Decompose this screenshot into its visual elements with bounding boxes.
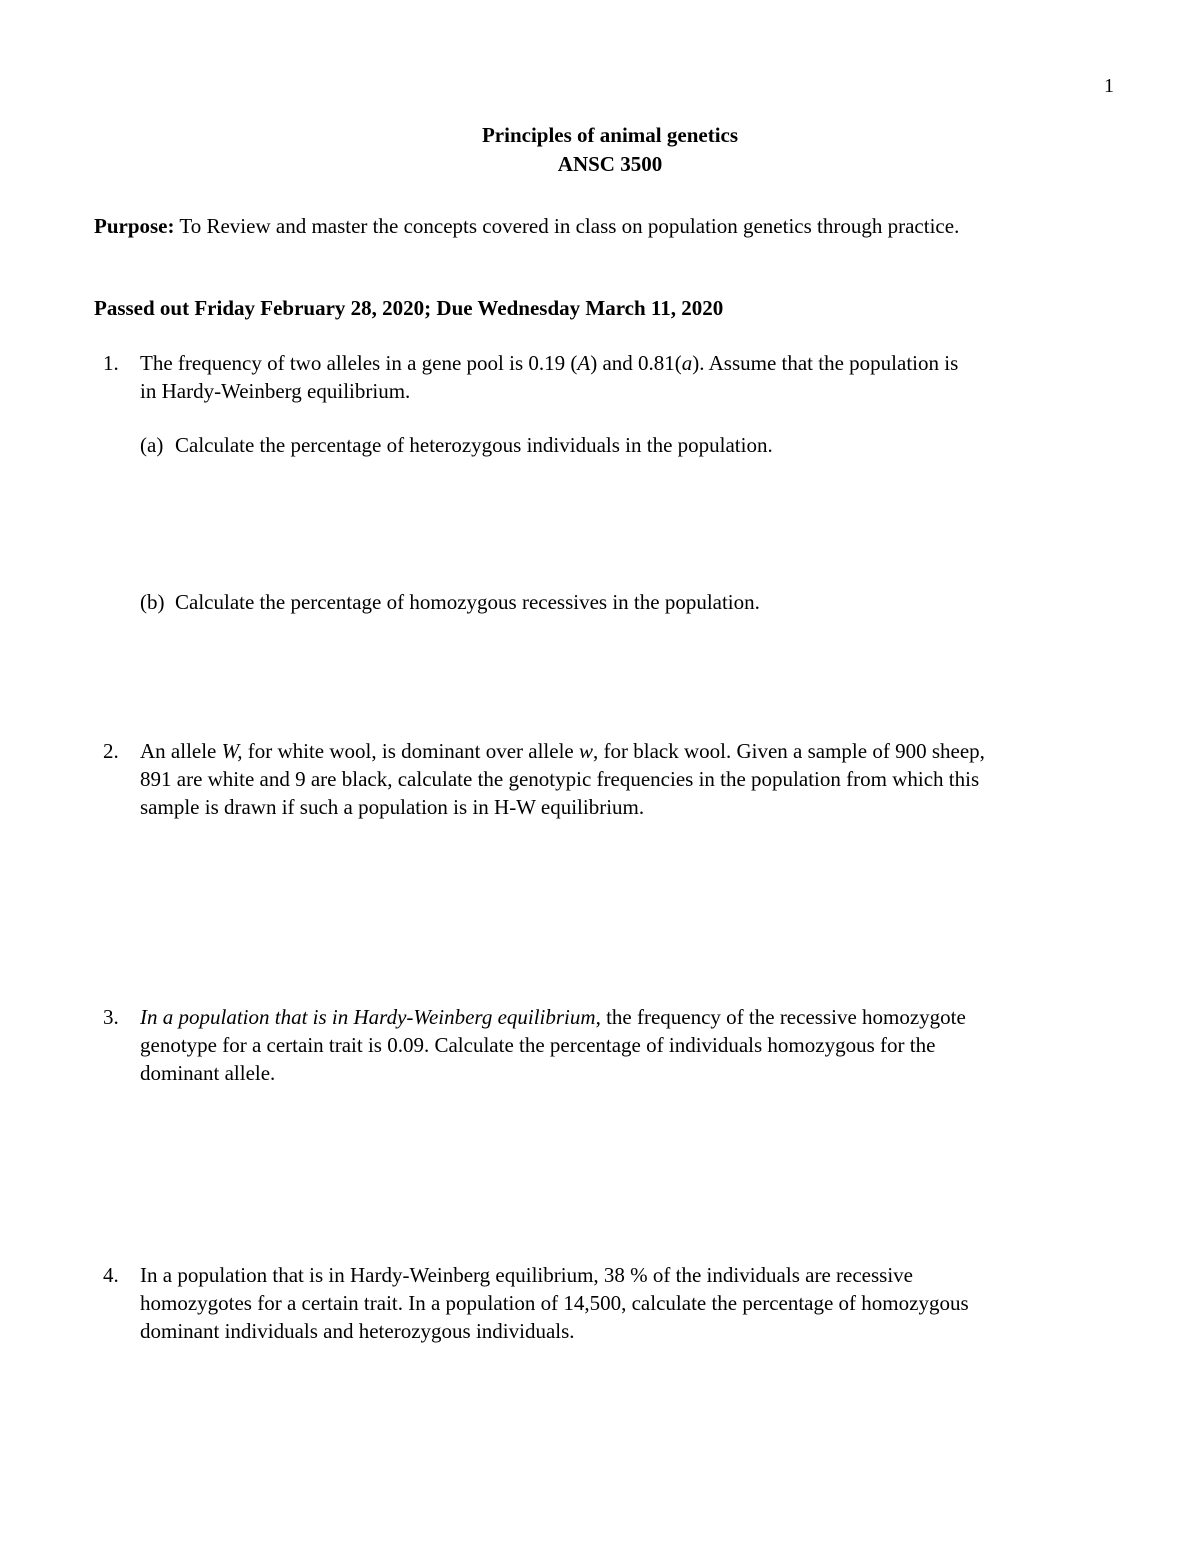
question-line: In a population that is in Hardy-Weinberg equilibrium, 38 % of the individuals are recessive xyxy=(140,1263,913,1287)
question-number: 4. xyxy=(103,1263,119,1287)
question-text xyxy=(140,1003,1100,1087)
question-line xyxy=(140,349,1100,377)
text-run: An allele xyxy=(140,739,222,763)
text-run: ) and 0.81( xyxy=(590,351,682,375)
text-run: , the frequency of the recessive homozygote xyxy=(595,1005,966,1029)
course-code: ANSC 3500 xyxy=(557,152,663,176)
due-dates: Passed out Friday February 28, 2020; Due Wednesday March 11, 2020 xyxy=(94,296,724,320)
question-line: dominant allele. xyxy=(140,1061,276,1085)
allele-symbol: A xyxy=(577,351,591,375)
question-line xyxy=(140,1003,1100,1031)
question-text xyxy=(140,349,1100,405)
purpose-statement xyxy=(94,212,1124,240)
document-header xyxy=(0,121,1200,179)
text-run: The frequency of two alleles in a gene pool is 0.19 ( xyxy=(140,351,578,375)
text-run: , for black wool. Given a sample of 900 sheep, xyxy=(593,739,985,763)
question-number: 3. xyxy=(103,1005,119,1029)
subquestion-text: Calculate the percentage of heterozygous individuals in the population. xyxy=(175,433,773,457)
question-text xyxy=(140,1261,1100,1345)
subquestion-marker: (b) xyxy=(140,590,165,614)
question-line xyxy=(140,737,1100,765)
subquestion-text: Calculate the percentage of homozygous recessives in the population. xyxy=(175,590,760,614)
allele-symbol: w xyxy=(578,739,593,763)
document-title: Principles of animal genetics xyxy=(481,123,739,147)
question-line: in Hardy-Weinberg equilibrium. xyxy=(140,379,411,403)
question-line: homozygotes for a certain trait. In a population of 14,500, calculate the percentage of homozygous xyxy=(140,1291,969,1315)
question-text xyxy=(140,737,1100,821)
question-line: dominant individuals and heterozygous individuals. xyxy=(140,1319,575,1343)
question-number: 2. xyxy=(103,739,119,763)
purpose-text: To Review and master the concepts covered in class on population genetics through practice. xyxy=(174,214,960,238)
page-number: 1 xyxy=(1104,75,1114,97)
question-number: 1. xyxy=(103,351,119,375)
text-run: ). Assume that the population is xyxy=(692,351,959,375)
allele-symbol: W, xyxy=(221,739,243,763)
purpose-label: Purpose: xyxy=(94,214,175,238)
subquestion-marker: (a) xyxy=(140,433,164,457)
question-line: sample is drawn if such a population is in H-W equilibrium. xyxy=(140,795,645,819)
italic-emphasis: In a population that is in Hardy-Weinberg equilibrium xyxy=(140,1005,596,1029)
allele-symbol: a xyxy=(681,351,693,375)
text-run: for white wool, is dominant over allele xyxy=(242,739,579,763)
question-line: 891 are white and 9 are black, calculate the genotypic frequencies in the population from which this xyxy=(140,767,980,791)
question-line: genotype for a certain trait is 0.09. Calculate the percentage of individuals homozygous for the xyxy=(140,1033,936,1057)
